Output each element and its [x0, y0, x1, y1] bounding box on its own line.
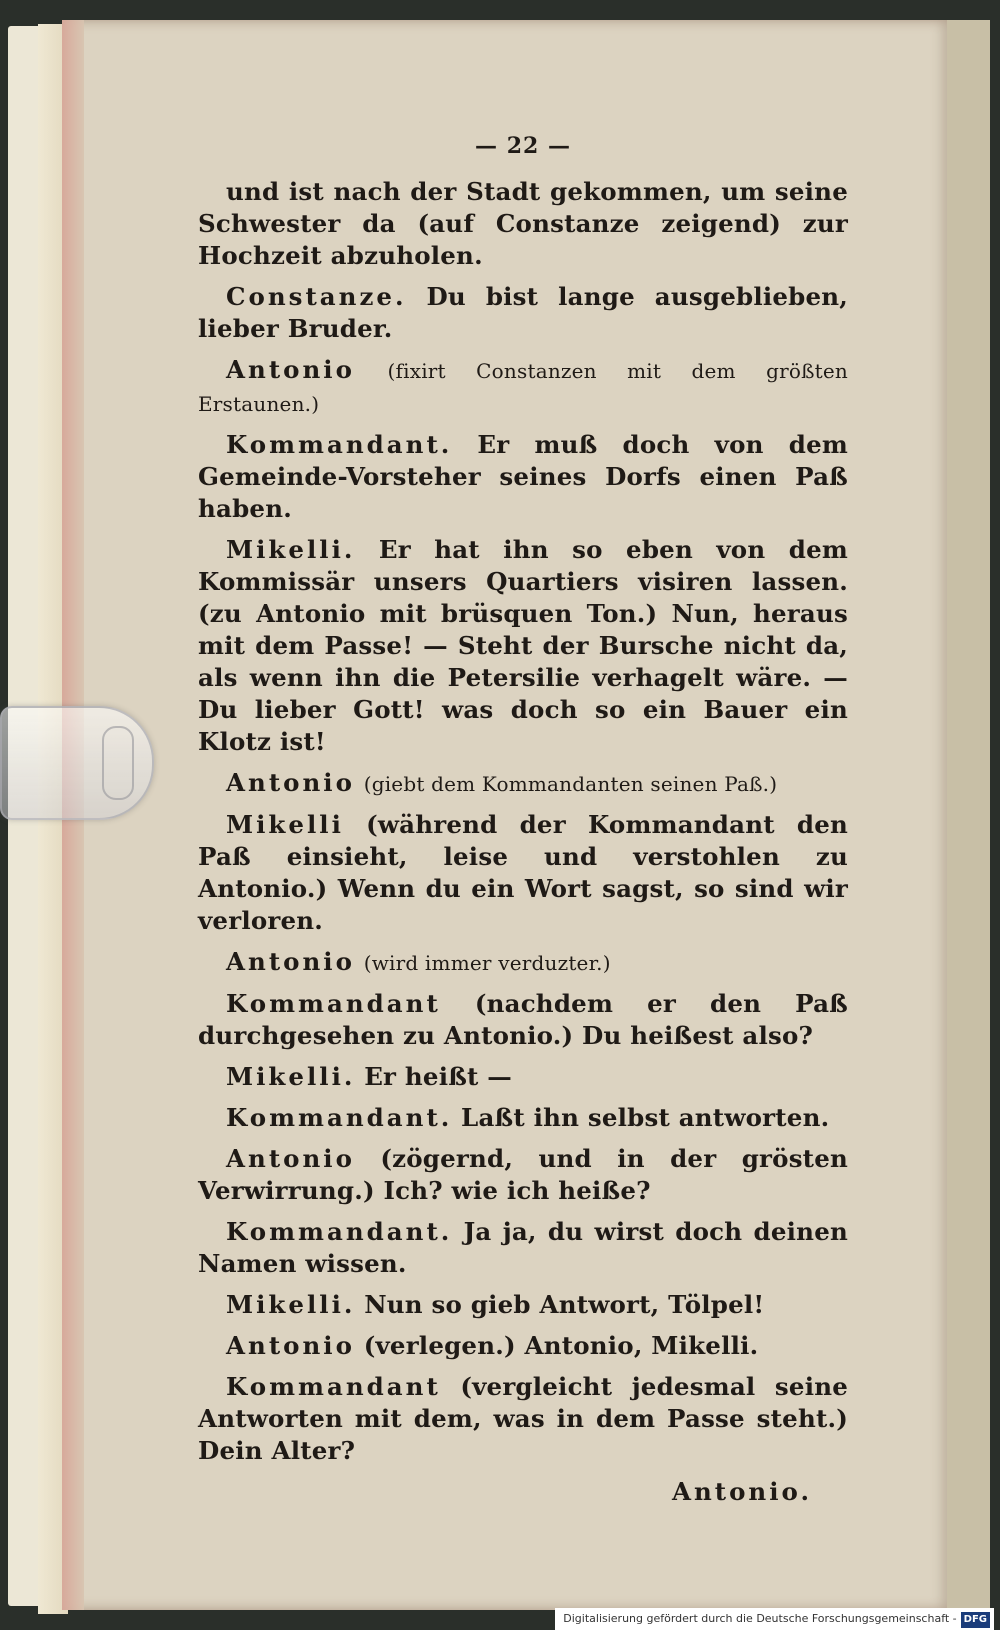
paragraph-text: (wird immer verduzter.): [363, 951, 611, 975]
paragraph: [198, 1061, 848, 1093]
paragraph: [198, 767, 848, 800]
speaker-name: Kommandant: [226, 1372, 441, 1401]
paragraph: [198, 1143, 848, 1207]
paragraph-text: (vergleicht jedesmal seine Antworten mit dem, was in dem Passe steht.) Dein Alter?: [198, 1372, 849, 1465]
speaker-name: Kommandant: [226, 989, 441, 1018]
speaker-name: Constanze.: [226, 282, 407, 311]
paragraph-text: Ja ja, du wirst doch deinen Namen wissen.: [198, 1217, 848, 1278]
paragraph-text: Er heißt —: [364, 1062, 512, 1091]
speaker-name: Antonio: [226, 1144, 355, 1173]
paragraph-text: Du bist lange ausgeblieben, lieber Bruder.: [198, 282, 848, 343]
paragraph-text: und ist nach der Stadt gekommen, um seine Schwester da (auf Constanze zeigend) zur Hochzeit abzuholen.: [198, 177, 848, 270]
page-clip: [0, 706, 154, 820]
speaker-name: Antonio: [226, 355, 355, 384]
speaker-name: Mikelli.: [226, 1290, 356, 1319]
paragraph: [198, 534, 848, 758]
paragraph-text: Laßt ihn selbst antworten.: [461, 1103, 830, 1132]
book-back-edge: [940, 20, 990, 1610]
paragraph-text: (verlegen.) Antonio, Mikelli.: [363, 1331, 759, 1360]
page-text: [198, 130, 848, 1508]
footer-text: Digitalisierung gefördert durch die Deutsche Forschungsgemeinschaft -: [563, 1612, 957, 1625]
paragraph: [198, 946, 848, 979]
paragraph: [198, 809, 848, 937]
paragraph-text: (während der Kommandant den Paß einsieht, leise und verstohlen zu Antonio.) Wenn du ein Wort sagst, so sind wir verloren.: [198, 810, 848, 935]
speaker-name: Mikelli.: [226, 535, 356, 564]
speaker-name: Kommandant.: [226, 1103, 453, 1132]
speaker-name: Mikelli: [226, 810, 344, 839]
paragraph: [198, 1371, 848, 1467]
paragraph-text: (nachdem er den Paß durchgesehen zu Antonio.) Du heißest also?: [198, 989, 849, 1050]
paragraph: [198, 1330, 848, 1362]
paragraph: [198, 176, 848, 272]
paragraph: [198, 354, 848, 420]
speaker-name: Antonio: [226, 1331, 355, 1360]
paragraph-text: Nun so gieb Antwort, Tölpel!: [364, 1290, 765, 1319]
paragraph: [198, 1216, 848, 1280]
digitization-footer: [555, 1608, 994, 1630]
speaker-name: Kommandant.: [226, 430, 453, 459]
paragraph-text: (giebt dem Kommandanten seinen Paß.): [363, 772, 778, 796]
page-clip-loop: [102, 726, 134, 800]
speaker-name: Antonio: [226, 768, 355, 797]
paragraph-text: Er hat ihn so eben von dem Kommissär unsers Quartiers visiren lassen. (zu Antonio mit brüsquen Ton.) Nun, heraus mit dem Passe! — Steht der Bursche nicht da, als wenn ihn die Petersilie verhagelt wäre. — Du lieber Gott! was doch so ein Bauer ein Klotz ist!: [198, 535, 848, 756]
paragraph: [198, 429, 848, 525]
paragraph: [198, 988, 848, 1052]
page-number: — 22 —: [475, 133, 571, 159]
paragraph-text: (fixirt Constanzen mit dem größten Erstaunen.): [198, 359, 848, 416]
catchword: Antonio.: [671, 1477, 812, 1506]
speaker-name: Kommandant.: [226, 1217, 453, 1246]
paragraph: [198, 281, 848, 345]
paragraph: [198, 1102, 848, 1134]
dfg-logo-icon: DFG: [961, 1612, 990, 1628]
paragraph-text: (zögernd, und in der grösten Verwirrung.) Ich? wie ich heiße?: [198, 1144, 849, 1205]
speaker-name: Mikelli.: [226, 1062, 356, 1091]
paragraph: [198, 1289, 848, 1321]
speaker-name: Antonio: [226, 947, 355, 976]
paragraph-text: Er muß doch von dem Gemeinde-Vorsteher seines Dorfs einen Paß haben.: [198, 430, 848, 523]
